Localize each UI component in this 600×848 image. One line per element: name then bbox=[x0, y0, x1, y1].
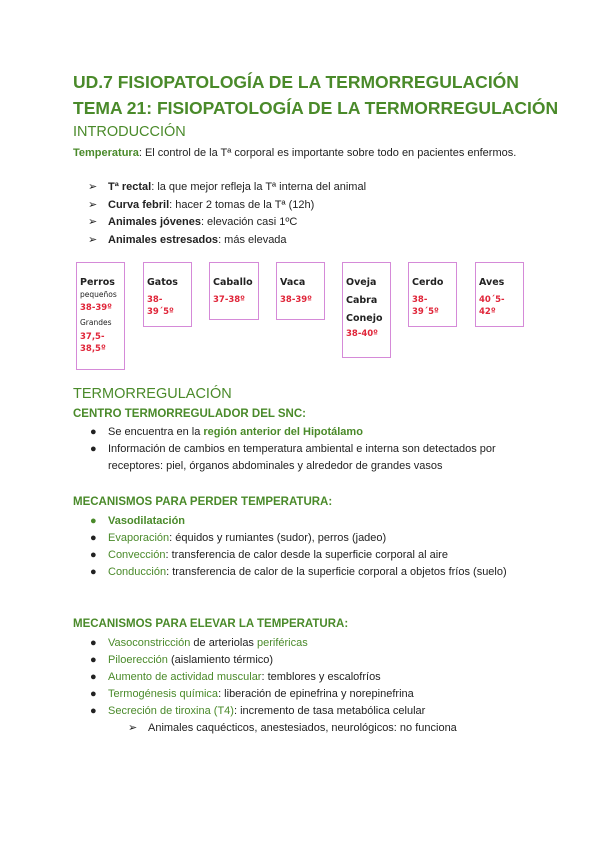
item-term: Vasodilatación bbox=[108, 515, 186, 527]
bullet-icon: ● bbox=[90, 426, 97, 438]
arrow-icon: ➢ bbox=[88, 198, 98, 211]
temperature-value: 38-40º bbox=[346, 329, 378, 339]
bullet-icon: ● bbox=[90, 515, 97, 527]
bullet-icon: ● bbox=[90, 705, 97, 717]
arrow-icon: ➢ bbox=[88, 181, 98, 193]
animal-name: Conejo bbox=[346, 313, 383, 324]
list-item bbox=[88, 703, 538, 737]
item-text: : temblores y escalofríos bbox=[261, 671, 381, 683]
list-item bbox=[88, 513, 538, 530]
intro-paragraph bbox=[73, 145, 533, 162]
item-text: : transferencia de calor de la superficie corporal a objetos fríos (suelo) bbox=[166, 566, 507, 578]
item-text: : transferencia de calor desde la superficie corporal al aire bbox=[165, 549, 448, 561]
item-text: : liberación de epinefrina y norepinefrina bbox=[218, 688, 414, 700]
item-text: : incremento de tasa metabólica celular bbox=[233, 705, 426, 717]
bullet-icon: ● bbox=[90, 532, 97, 544]
elevar-title: MECANISMOS PARA ELEVAR LA TEMPERATURA: bbox=[73, 618, 349, 630]
list-item bbox=[128, 720, 538, 737]
perder-list bbox=[88, 513, 538, 581]
temperature-value: 38- bbox=[412, 295, 428, 305]
item-term: Convección bbox=[108, 549, 166, 561]
centro-list bbox=[88, 424, 538, 475]
item-term: Animales jóvenes bbox=[108, 216, 201, 228]
item-term: Conducción bbox=[108, 566, 167, 578]
box-caballo bbox=[209, 262, 259, 320]
item-text: : la que mejor refleja la Tª interna del animal bbox=[151, 181, 367, 193]
animal-name: Oveja bbox=[346, 277, 377, 288]
temperature-value: 38- bbox=[147, 295, 163, 305]
box-perros bbox=[76, 262, 125, 370]
box-aves bbox=[475, 262, 524, 327]
intro-list bbox=[88, 179, 366, 249]
list-item bbox=[88, 214, 366, 232]
item-text: (aislamiento térmico) bbox=[167, 654, 274, 666]
animal-size: pequeños bbox=[80, 290, 117, 299]
animal-name: Vaca bbox=[280, 277, 306, 288]
list-item bbox=[88, 179, 366, 197]
list-item bbox=[88, 424, 538, 441]
perder-title: MECANISMOS PARA PERDER TEMPERATURA: bbox=[73, 496, 333, 508]
item-text: : hacer 2 tomas de la Tª (12h) bbox=[169, 198, 315, 211]
bullet-icon: ● bbox=[90, 566, 97, 578]
item-text: : équidos y rumiantes (sudor), perros (jadeo) bbox=[169, 532, 387, 544]
arrow-icon: ➢ bbox=[88, 233, 98, 246]
list-item bbox=[88, 635, 538, 652]
temperature-value: 37,5- bbox=[80, 332, 105, 342]
temperature-value: 38,5º bbox=[80, 344, 106, 354]
list-item bbox=[88, 547, 538, 564]
centro-title: CENTRO TERMORREGULADOR DEL SNC: bbox=[73, 408, 306, 420]
item-text: de arteriolas bbox=[190, 637, 257, 649]
item-term: periféricas bbox=[257, 637, 308, 649]
termo-heading: TERMORREGULACIÓN bbox=[73, 386, 232, 402]
animal-name: Gatos bbox=[147, 277, 178, 288]
bullet-icon: ● bbox=[90, 637, 97, 649]
item-text: Información de cambios en temperatura ambiental e interna son detectados por receptores: piel, órganos abdominales y alrededor de grandes vasos bbox=[108, 443, 496, 472]
temperature-value: 37-38º bbox=[213, 295, 245, 305]
list-item bbox=[88, 669, 538, 686]
item-term: Vasoconstricción bbox=[108, 637, 191, 649]
intro-heading: INTRODUCCIÓN bbox=[73, 124, 186, 140]
item-text: : más elevada bbox=[218, 233, 287, 246]
temperature-value: 42º bbox=[479, 307, 496, 317]
list-item bbox=[88, 232, 366, 250]
list-item bbox=[88, 686, 538, 703]
box-vaca bbox=[276, 262, 325, 320]
item-term: Curva febril bbox=[108, 198, 170, 211]
item-text: : elevación casi 1ºC bbox=[200, 216, 298, 228]
item-term: Evaporación bbox=[108, 532, 170, 544]
animal-name: Caballo bbox=[213, 277, 253, 288]
item-term: Tª rectal bbox=[108, 181, 152, 193]
unit-title: UD.7 FISIOPATOLOGÍA DE LA TERMORREGULACIÓN bbox=[73, 72, 519, 92]
animal-name: Aves bbox=[479, 277, 505, 288]
animal-name: Cabra bbox=[346, 295, 378, 306]
bullet-icon: ● bbox=[90, 549, 97, 561]
bullet-icon: ● bbox=[90, 654, 97, 666]
temperature-value: 40´5- bbox=[479, 295, 505, 305]
topic-title: TEMA 21: FISIOPATOLOGÍA DE LA TERMORREGULACIÓN bbox=[73, 98, 559, 118]
intro-term: Temperatura bbox=[73, 147, 139, 159]
item-text: Se encuentra en la bbox=[108, 426, 204, 438]
temperature-value: 38-39º bbox=[80, 303, 112, 313]
elevar-sublist bbox=[108, 720, 538, 737]
intro-text: : El control de la Tª corporal es importante sobre todo en pacientes enfermos. bbox=[138, 147, 517, 159]
item-term: Piloerección bbox=[108, 654, 168, 666]
bullet-icon: ● bbox=[90, 443, 97, 455]
item-term: región anterior del Hipotálamo bbox=[203, 426, 363, 438]
arrow-icon: ➢ bbox=[88, 216, 98, 228]
box-cerdo bbox=[408, 262, 457, 327]
temperature-value: 38-39º bbox=[280, 295, 312, 305]
temperature-value: 39´5º bbox=[147, 307, 174, 317]
list-item bbox=[88, 530, 538, 547]
list-item bbox=[88, 564, 538, 581]
item-term: Secreción de tiroxina (T4) bbox=[108, 705, 234, 717]
list-item bbox=[88, 441, 538, 475]
arrow-icon: ➢ bbox=[128, 722, 138, 734]
box-oveja-cabra-conejo bbox=[342, 262, 391, 358]
animal-name: Perros bbox=[80, 277, 115, 288]
animal-size: Grandes bbox=[80, 318, 112, 327]
temperature-value: 39´5º bbox=[412, 307, 439, 317]
elevar-list bbox=[88, 635, 538, 737]
bullet-icon: ● bbox=[90, 671, 97, 683]
animal-name: Cerdo bbox=[412, 277, 444, 288]
item-term: Aumento de actividad muscular bbox=[108, 671, 262, 683]
item-text: Animales caquécticos, anestesiados, neurológicos: no funciona bbox=[148, 722, 457, 734]
list-item bbox=[88, 197, 366, 215]
box-gatos bbox=[143, 262, 192, 327]
bullet-icon: ● bbox=[90, 688, 97, 700]
list-item bbox=[88, 652, 538, 669]
item-term: Termogénesis química bbox=[108, 688, 219, 700]
item-term: Animales estresados bbox=[108, 233, 219, 246]
